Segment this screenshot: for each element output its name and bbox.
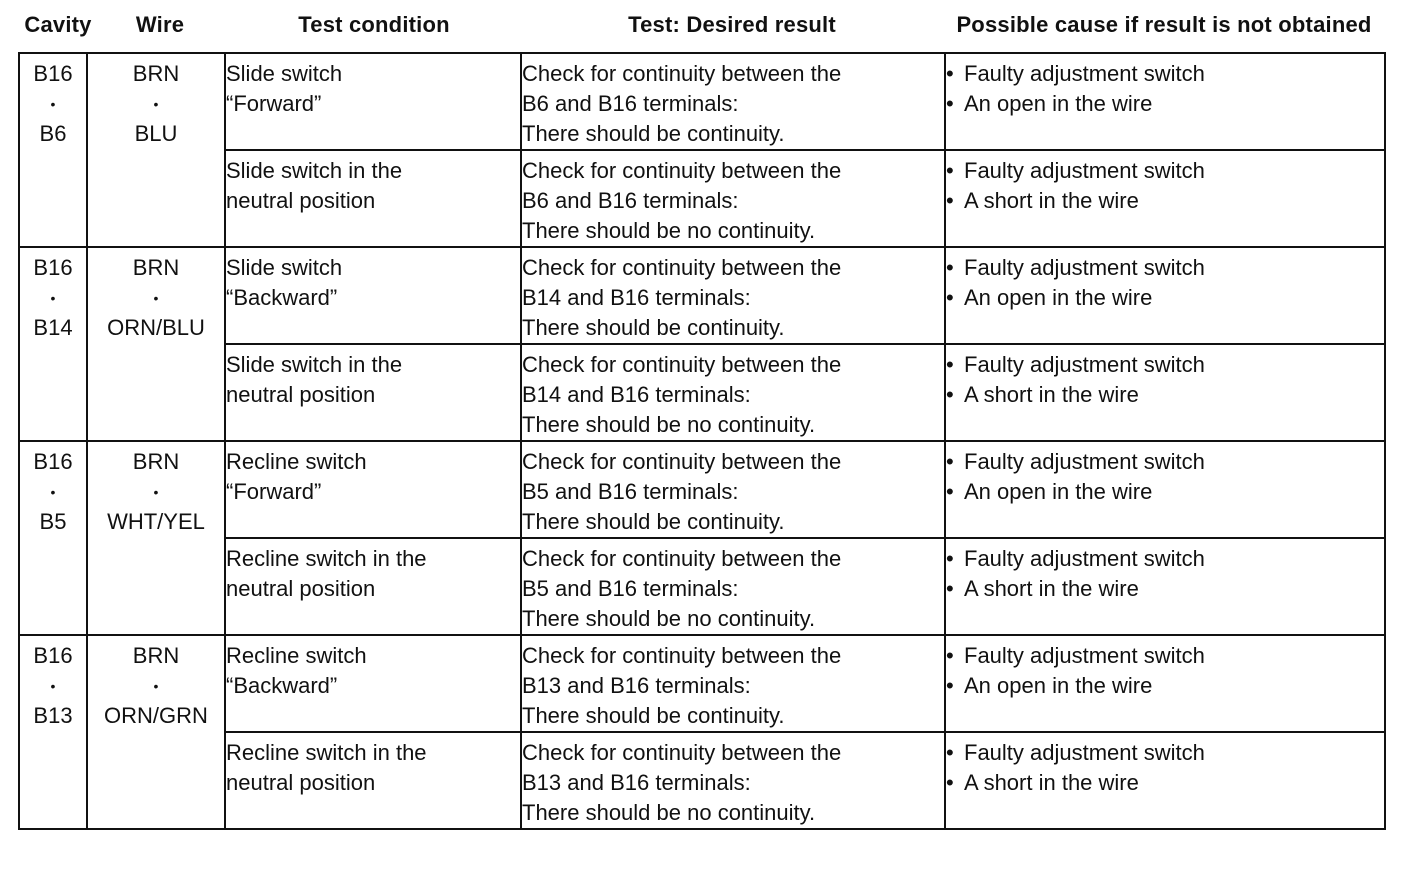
bullet-glyph: • [946,158,954,183]
test-condition-cell [225,441,521,538]
desired-result-cell [521,344,945,441]
bullet-glyph: • [946,61,954,86]
separator-dot: • [153,484,159,500]
possible-cause-item [946,544,1384,574]
possible-cause-item [946,350,1384,380]
possible-cause-cell [945,150,1385,247]
desired-result-cell [521,732,945,829]
test-condition-line: Recline switch in the [226,546,427,571]
desired-result-line: There should be no continuity. [522,606,816,631]
possible-cause-text: Faulty adjustment switch [964,158,1205,183]
cavity-terminal: B13 [33,703,73,728]
separator-dot: • [153,96,159,112]
separator-dot: • [153,290,159,306]
bullet-glyph: • [946,91,954,116]
possible-cause-text: Faulty adjustment switch [964,61,1205,86]
separator-dot: • [50,484,56,500]
wire-color: ORN/GRN [104,703,208,728]
bullet-glyph: • [946,576,954,601]
desired-result-line: B6 and B16 terminals: [522,91,739,116]
desired-result-line: Check for continuity between the [522,352,842,377]
desired-result-line: B14 and B16 terminals: [522,285,751,310]
desired-result-cell [521,247,945,344]
test-condition-line: Slide switch [226,255,343,280]
test-condition-line: Slide switch [226,61,343,86]
possible-cause-text: A short in the wire [964,576,1139,601]
possible-cause-item [946,156,1384,186]
possible-cause-text: Faulty adjustment switch [964,740,1205,765]
bullet-glyph: • [946,740,954,765]
possible-cause-text: Faulty adjustment switch [964,546,1205,571]
desired-result-cell [521,441,945,538]
wire-color: BRN [132,449,180,474]
bullet-glyph: • [946,449,954,474]
possible-cause-text: An open in the wire [964,91,1153,116]
test-condition-cell [225,247,521,344]
wire-color: BRN [132,255,180,280]
desired-result-line: There should be no continuity. [522,800,816,825]
cavity-terminal: B5 [39,509,67,534]
cavity-cell [19,53,87,247]
table-row [19,635,1385,732]
desired-result-line: Check for continuity between the [522,255,842,280]
possible-cause-item [946,380,1384,410]
possible-cause-text: An open in the wire [964,673,1153,698]
desired-result-cell [521,53,945,150]
test-condition-line: neutral position [226,382,376,407]
wire-cell [87,247,225,441]
desired-result-line: There should be no continuity. [522,412,816,437]
possible-cause-item [946,477,1384,507]
separator-dot: • [50,96,56,112]
possible-cause-cell [945,441,1385,538]
desired-result-line: There should be continuity. [522,509,785,534]
separator-dot: • [153,678,159,694]
desired-result-line: B5 and B16 terminals: [522,479,739,504]
separator-dot: • [50,290,56,306]
cavity-terminal: B16 [33,255,73,280]
test-condition-line: Recline switch [226,449,367,474]
cavity-terminal: B16 [33,61,73,86]
possible-cause-item [946,574,1384,604]
desired-result-line: B6 and B16 terminals: [522,188,739,213]
possible-cause-item [946,641,1384,671]
cavity-stack [20,253,86,343]
possible-cause-item [946,671,1384,701]
bullet-glyph: • [946,643,954,668]
desired-result-line: Check for continuity between the [522,61,842,86]
cavity-stack [20,59,86,149]
wire-color: BLU [134,121,178,146]
bullet-glyph: • [946,770,954,795]
desired-result-line: Check for continuity between the [522,643,842,668]
possible-cause-text: Faulty adjustment switch [964,643,1205,668]
possible-cause-text: A short in the wire [964,188,1139,213]
test-condition-cell [225,732,521,829]
wire-color: WHT/YEL [107,509,205,534]
possible-cause-cell [945,344,1385,441]
desired-result-line: There should be no continuity. [522,218,816,243]
desired-result-line: B14 and B16 terminals: [522,382,751,407]
wire-cell [87,441,225,635]
test-condition-line: Recline switch [226,643,367,668]
possible-cause-text: An open in the wire [964,285,1153,310]
desired-result-line: Check for continuity between the [522,449,842,474]
bullet-glyph: • [946,188,954,213]
possible-cause-text: Faulty adjustment switch [964,352,1205,377]
test-condition-line: Recline switch in the [226,740,427,765]
possible-cause-text: An open in the wire [964,479,1153,504]
test-condition-line: “Forward” [226,479,322,504]
test-condition-line: neutral position [226,576,376,601]
test-condition-cell [225,53,521,150]
cavity-cell [19,635,87,829]
bullet-glyph: • [946,673,954,698]
possible-cause-item [946,186,1384,216]
wire-stack [88,253,224,343]
cavity-cell [19,441,87,635]
desired-result-line: Check for continuity between the [522,740,842,765]
header-test-condition: Test condition [298,12,450,37]
desired-result-line: B13 and B16 terminals: [522,673,751,698]
desired-result-cell [521,635,945,732]
test-condition-cell [225,538,521,635]
cavity-terminal: B14 [33,315,73,340]
bullet-glyph: • [946,382,954,407]
test-condition-cell [225,344,521,441]
bullet-glyph: • [946,255,954,280]
possible-cause-text: A short in the wire [964,382,1139,407]
desired-result-line: B5 and B16 terminals: [522,576,739,601]
wire-cell [87,635,225,829]
bullet-glyph: • [946,285,954,310]
table-row [19,53,1385,150]
table-row [19,247,1385,344]
possible-cause-text: Faulty adjustment switch [964,449,1205,474]
header-possible-cause: Possible cause if result is not obtained [956,12,1372,37]
table-header [0,12,1408,44]
bullet-glyph: • [946,352,954,377]
test-condition-line: Slide switch in the [226,158,403,183]
possible-cause-item [946,738,1384,768]
wire-color: BRN [132,643,180,668]
test-condition-line: “Forward” [226,91,322,116]
possible-cause-cell [945,53,1385,150]
test-condition-line: neutral position [226,770,376,795]
possible-cause-item [946,59,1384,89]
bullet-glyph: • [946,546,954,571]
wire-stack [88,447,224,537]
cavity-terminal: B16 [33,449,73,474]
possible-cause-item [946,283,1384,313]
possible-cause-item [946,253,1384,283]
test-condition-line: neutral position [226,188,376,213]
cavity-stack [20,641,86,731]
desired-result-line: Check for continuity between the [522,158,842,183]
table-body [19,53,1385,829]
cavity-terminal: B6 [39,121,67,146]
desired-result-line: B13 and B16 terminals: [522,770,751,795]
header-desired-result: Test: Desired result [628,12,836,37]
possible-cause-cell [945,635,1385,732]
cavity-terminal: B16 [33,643,73,668]
header-wire: Wire [135,12,185,37]
header-cavity: Cavity [24,12,92,37]
wire-stack [88,59,224,149]
desired-result-line: There should be continuity. [522,703,785,728]
test-condition-line: “Backward” [226,285,338,310]
test-condition-cell [225,635,521,732]
possible-cause-item [946,447,1384,477]
desired-result-cell [521,538,945,635]
cavity-cell [19,247,87,441]
possible-cause-text: Faulty adjustment switch [964,255,1205,280]
desired-result-line: Check for continuity between the [522,546,842,571]
desired-result-cell [521,150,945,247]
desired-result-line: There should be continuity. [522,315,785,340]
test-condition-line: Slide switch in the [226,352,403,377]
test-condition-line: “Backward” [226,673,338,698]
possible-cause-item [946,89,1384,119]
separator-dot: • [50,678,56,694]
wire-color: BRN [132,61,180,86]
test-condition-cell [225,150,521,247]
possible-cause-cell [945,538,1385,635]
cavity-stack [20,447,86,537]
continuity-test-table [18,52,1386,830]
possible-cause-item [946,768,1384,798]
wire-cell [87,53,225,247]
possible-cause-cell [945,247,1385,344]
wire-stack [88,641,224,731]
possible-cause-cell [945,732,1385,829]
desired-result-line: There should be continuity. [522,121,785,146]
wire-color: ORN/BLU [107,315,205,340]
table-row [19,441,1385,538]
possible-cause-text: A short in the wire [964,770,1139,795]
bullet-glyph: • [946,479,954,504]
